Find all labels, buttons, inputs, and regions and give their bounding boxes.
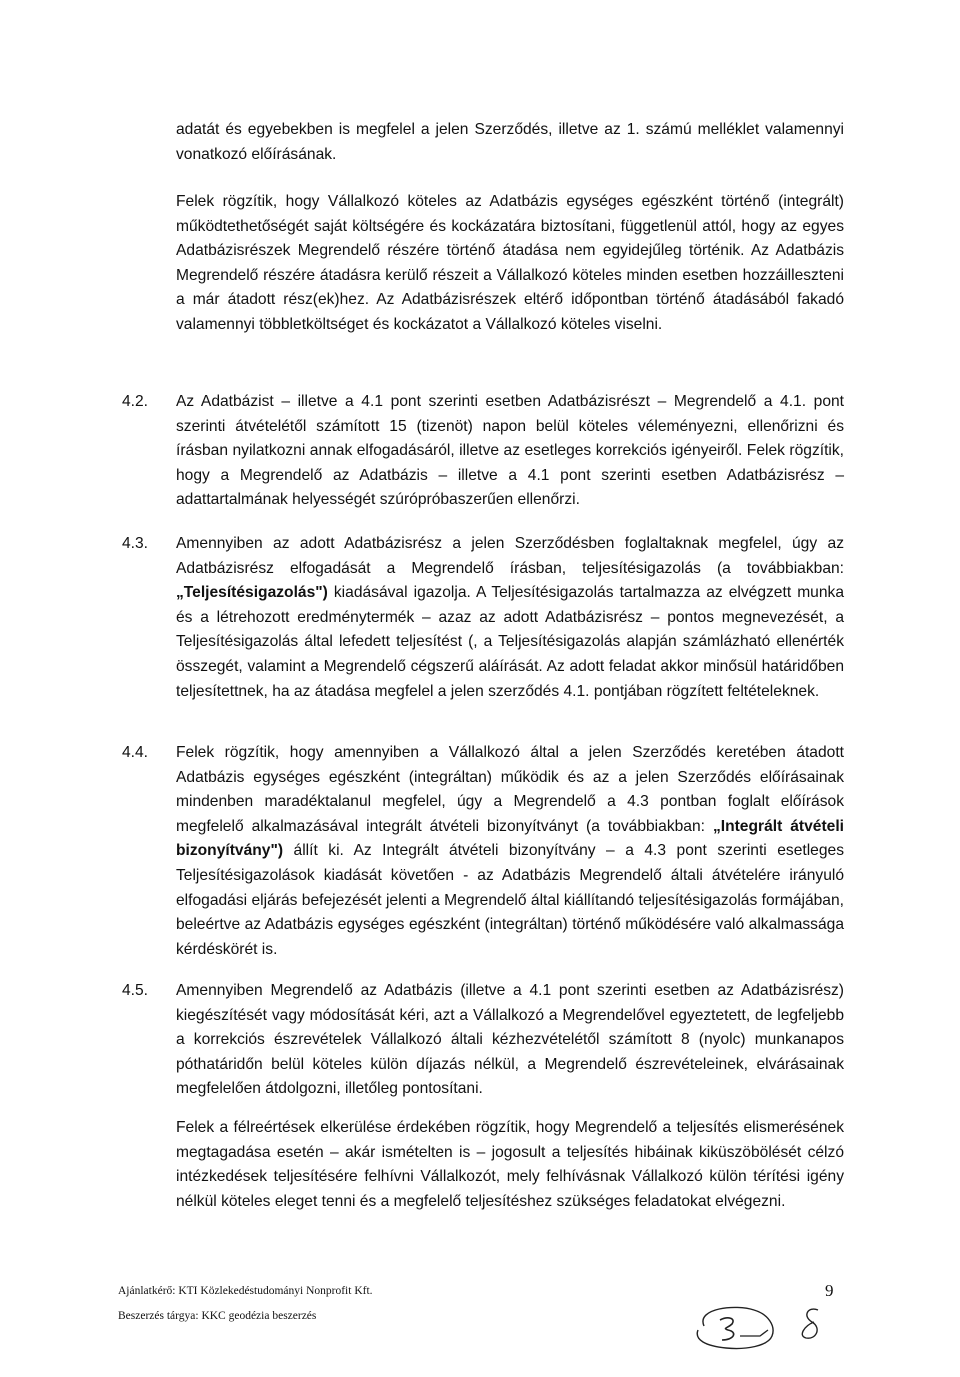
- section-4-4-text: [176, 741, 844, 962]
- section-number-4-4: 4.4.: [122, 744, 149, 761]
- section-4-5-text: Amennyiben Megrendelő az Adatbázis (illetve a 4.1 pont szerinti esetben az Adatbázisrész) kiegészítését vagy módosítását kéri, azt a Vállalkozó a Megrendelővel egyeztetett, de legfeljebb a korrekciós észrevételek Vállalkozó általi kézhezvételétől számított 8 (nyolc) munkanapos póthatáridőn belül köteles külön díjazás nélkül, a Megrendelő észrevételeinek, elvárásainak megfelelően átdolgozni, illetőleg pontosítani.: [176, 982, 844, 1098]
- section-4-4-text-a: Felek rögzítik, hogy amennyiben a Vállalkozó által a jelen Szerződés keretében átadott Adatbázis egységes egészként (integráltan) működik és az a jelen Szerződés előírásainak mindenben maradéktalanul megfelel, úgy a Megrendelő a 4.3 pontban foglalt előírások megfelelő alkalmazásával integrált átvételi bizonyítványt (a továbbiakban:: [176, 744, 844, 835]
- section-4-3-text-a: Amennyiben az adott Adatbázisrész a jelen Szerződésben foglaltaknak megfelel, úgy az Adatbázisrész elfogadását a Megrendelő írásban, teljesítésigazolás (a továbbiakban:: [176, 535, 844, 577]
- felek-paragraph-integration: Felek rögzítik, hogy Vállalkozó köteles az Adatbázis egységes egészként történő (integrált) működtethetőségét saját költségére és kockázatára biztosítani, függetlenül attól, hogy az egyes Adatbázisrészek Megrendelő részére történő átadása nem egyidejűleg történik. Az Adatbázis Megrendelő részére átadásra kerülő részeit a Vállalkozó köteles minden esetben hozzáilleszteni a már átadott rész(ek)hez. Az Adatbázisrészek eltérő időpontban történő átadásából fakadó valamennyi többletköltséget és kockázatot a Vállalkozó köteles viselni.: [176, 193, 844, 333]
- handwritten-initials: [676, 1296, 846, 1356]
- felek-paragraph-refusal: Felek a félreértések elkerülése érdekében rögzítik, hogy Megrendelő a teljesítés elismerésének megtagadása esetén – akár ismételten is – jogosult a teljesítés hibáinak kiküszöbölését célzó intézkedések teljesítésére felhívni Vállalkozót, mely felhívásnak Vállalkozó külön térítési igény nélkül köteles eleget tenni és a megfelelő teljesítéshez szükséges feladatokat elvégezni.: [176, 1119, 844, 1210]
- section-4-3-text-b: kiadásával igazolja. A Teljesítésigazolás tartalmazza az elvégzett munka és a létrehozott eredménytermék – azaz az adott Adatbázisrész – pontos megnevezését, a Teljesítésigazolás által lefedett teljesítést (, a Teljesítésigazolás alapján számlázható ellenérték összegét, valamint a Megrendelő cégszerű aláírását. Az adott feladat akkor minősül határidőben teljesítettnek, ha az átadása megfelel a jelen szerződés 4.1. pontjában rögzített feltételeknek.: [176, 584, 844, 700]
- section-number-4-5: 4.5.: [122, 982, 149, 999]
- page-number: 9: [825, 1281, 834, 1300]
- intro-paragraph: adatát és egyebekben is megfelel a jelen Szerződés, illetve az 1. számú melléklet valamennyi vonatkozó előírásának.: [176, 121, 844, 163]
- term-teljesitesigazolas: „Teljesítésigazolás"): [176, 584, 328, 602]
- footer-subject: Beszerzés tárgya: KKC geodézia beszerzés: [118, 1310, 317, 1322]
- section-4-4-text-b: állít ki. Az Integrált átvételi bizonyítvány – a 4.3 pont szerinti esetleges Teljesítésigazolások kiadását követően - az Adatbázis Megrendelő általi átvételére irányuló elfogadási eljárás befejezését jelenti a Megrendelő által kiállítandó teljesítésigazolás formájában, beleértve az Adatbázis egységes egészként (integráltan) történő működésére való alkalmassága kérdéskörét is.: [176, 842, 844, 958]
- section-number-4-3: 4.3.: [122, 535, 149, 552]
- section-4-2-text: Az Adatbázist – illetve a 4.1 pont szerinti esetben Adatbázisrészt – Megrendelő a 4.1. pont szerinti átvételétől számított 15 (tizenöt) napon belül köteles véleményezni, ellenőrizni és írásban nyilatkozni annak elfogadásáról, illetve az esetleges korrekciós igényeiről. Felek rögzítik, hogy a Megrendelő az Adatbázis – illetve a 4.1 pont szerinti esetben Adatbázisrész – adattartalmának helyességét szúrópróbaszerűen ellenőrzi.: [176, 393, 844, 509]
- section-number-4-2: 4.2.: [122, 393, 149, 410]
- footer-client: Ajánlatkérő: KTI Közlekedéstudományi Nonprofit Kft.: [118, 1285, 373, 1297]
- section-4-3-text: [176, 532, 844, 704]
- term-integralt-atveteli-bizonyitvany: „Integrált átvételi bizonyítvány"): [176, 817, 844, 860]
